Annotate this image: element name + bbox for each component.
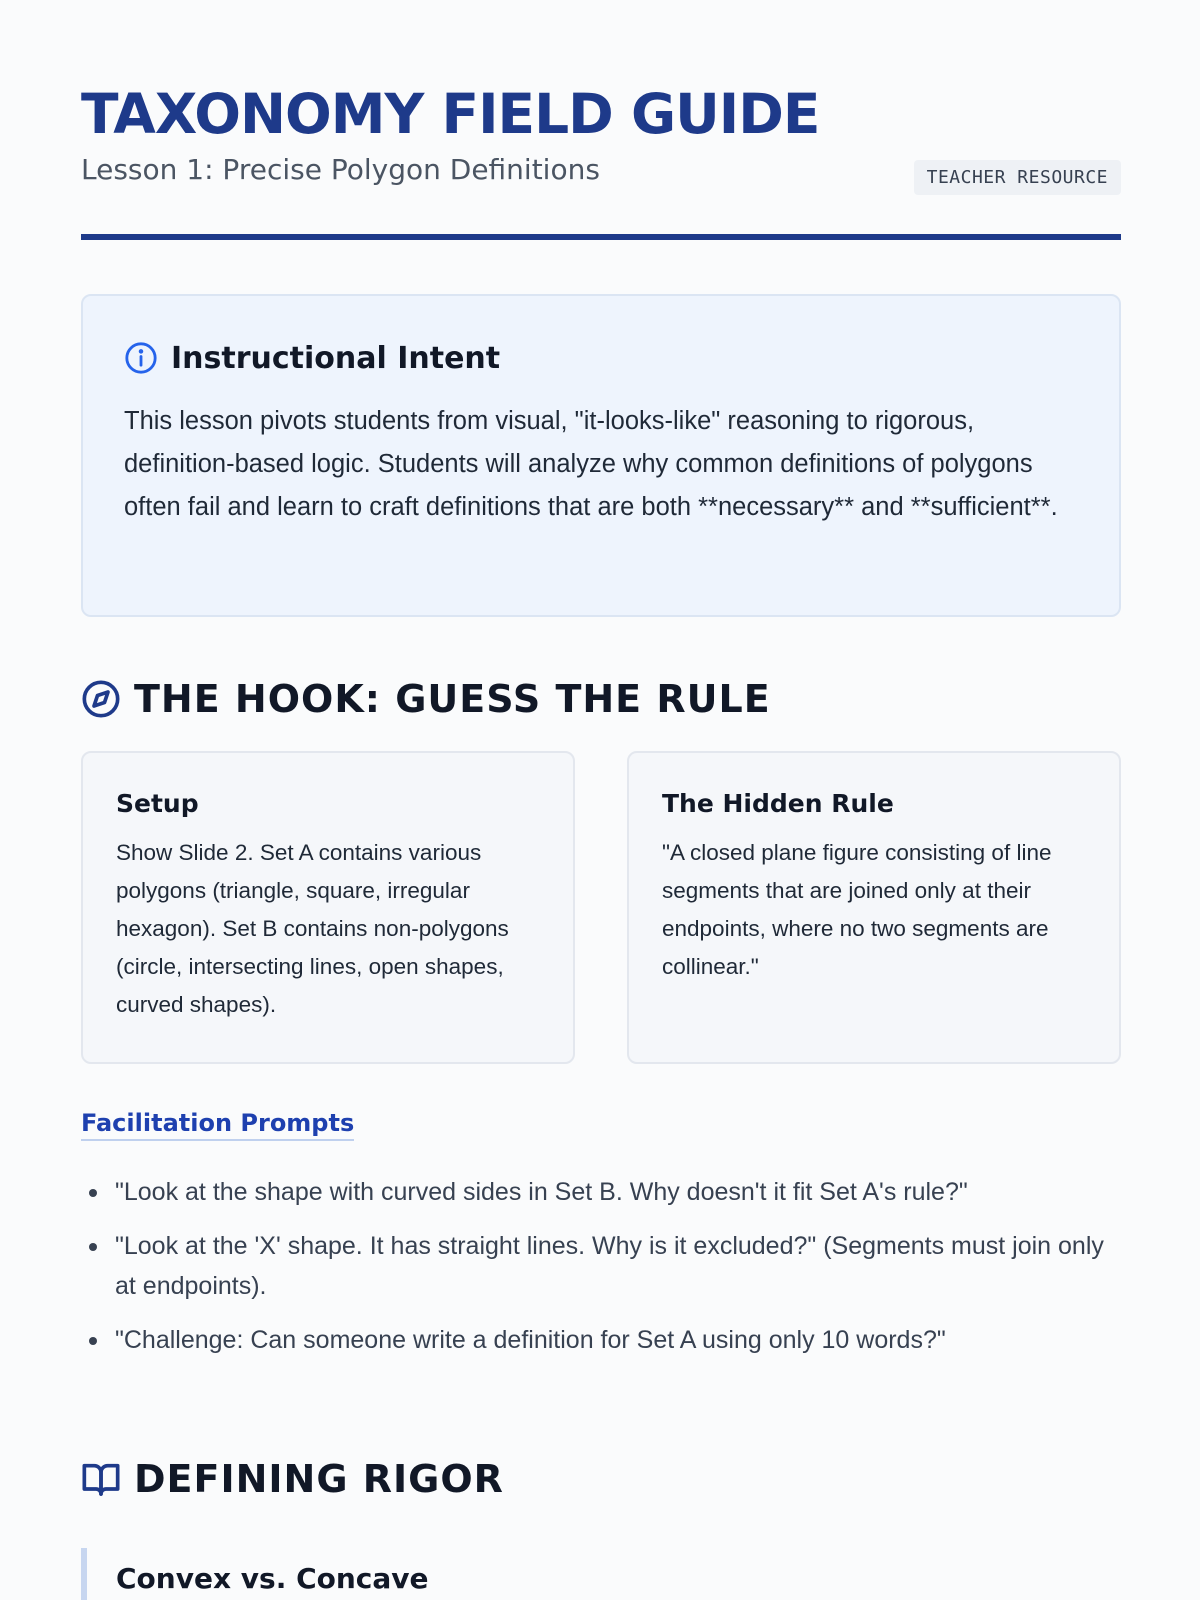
convex-concave-subsection (81, 1548, 1121, 1600)
rigor-title: DEFINING RIGOR (134, 1457, 504, 1501)
facilitation-prompts-list (81, 1172, 1121, 1374)
hook-title: THE HOOK: GUESS THE RULE (134, 677, 771, 721)
compass-icon (81, 679, 121, 719)
setup-card (81, 751, 575, 1064)
list-item: "Challenge: Can someone write a definition for Set A using only 10 words?" (81, 1320, 1121, 1360)
header-divider (81, 234, 1121, 240)
page-title: TAXONOMY FIELD GUIDE (81, 82, 820, 146)
instructional-intent-box (81, 294, 1121, 617)
card-title: Setup (116, 789, 199, 818)
intent-title: Instructional Intent (171, 340, 501, 376)
info-icon (124, 341, 158, 375)
subsection-title: Convex vs. Concave (116, 1562, 429, 1595)
book-icon (81, 1459, 121, 1499)
card-body: "A closed plane figure consisting of line segments that are joined only at their endpoints, where no two segments are collinear." (662, 840, 1052, 979)
list-item: "Look at the 'X' shape. It has straight lines. Why is it excluded?" (Segments must join only at endpoints). (81, 1226, 1121, 1306)
rigor-section-heading (81, 1457, 504, 1501)
list-item: "Look at the shape with curved sides in Set B. Why doesn't it fit Set A's rule?" (81, 1172, 1121, 1212)
card-body: Show Slide 2. Set A contains various polygons (triangle, square, irregular hexagon). Set B contains non-polygons (circle, intersecting lines, open shapes, curved shapes). (116, 840, 509, 1017)
page-subtitle: Lesson 1: Precise Polygon Definitions (81, 153, 600, 186)
hidden-rule-card (627, 751, 1121, 1064)
resource-badge: TEACHER RESOURCE (914, 160, 1121, 195)
intent-body: This lesson pivots students from visual, "it-looks-like" reasoning to rigorous, definition-based logic. Students will analyze why common definitions of polygons often fail and learn to craft definitions that are both **necessary** and **sufficient**. (124, 407, 1058, 521)
card-title: The Hidden Rule (662, 789, 894, 818)
facilitation-prompts-heading: Facilitation Prompts (81, 1109, 354, 1141)
hook-section-heading (81, 677, 771, 721)
intent-header (124, 334, 1079, 382)
